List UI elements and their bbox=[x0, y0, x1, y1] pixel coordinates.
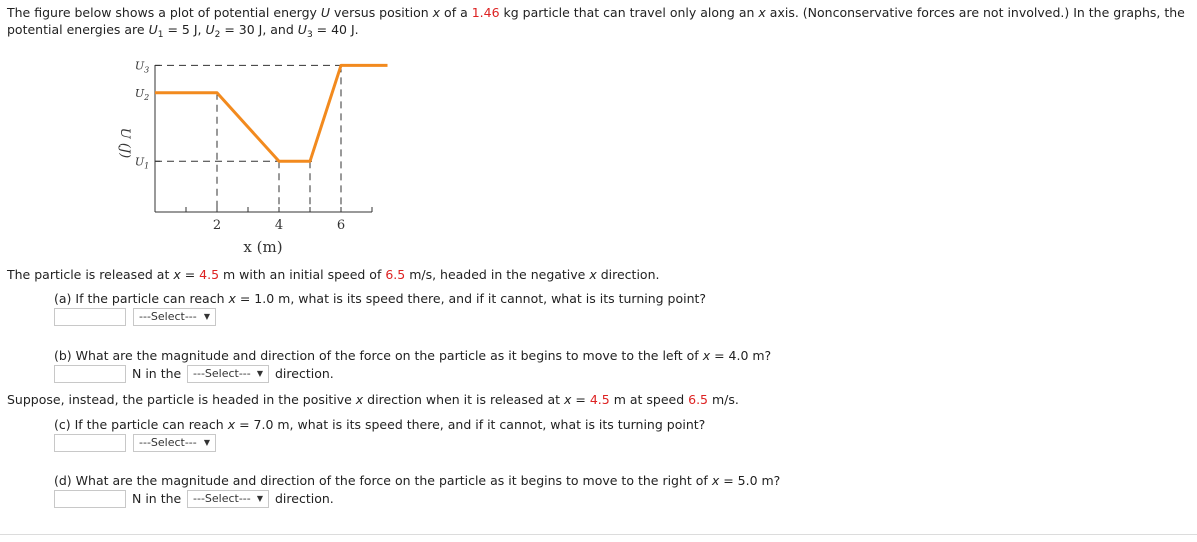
question-b-text: = 4.0 m? bbox=[710, 348, 772, 363]
suppose-line bbox=[7, 392, 739, 407]
chevron-down-icon: ▼ bbox=[203, 438, 210, 447]
select-label: ---Select--- bbox=[139, 436, 197, 449]
intro-text: The figure below shows a plot of potential energy bbox=[7, 5, 321, 20]
question-b bbox=[54, 348, 771, 363]
chevron-down-icon: ▼ bbox=[256, 369, 263, 378]
release-text: = bbox=[180, 267, 200, 282]
intro-line-2 bbox=[7, 22, 359, 40]
u2-value: = 30 J, and bbox=[220, 22, 298, 37]
answer-b-input[interactable] bbox=[54, 365, 126, 383]
var-x: x bbox=[711, 473, 720, 488]
var-u1: U bbox=[148, 22, 158, 37]
chevron-down-icon: ▼ bbox=[256, 494, 263, 503]
var-x: x bbox=[173, 267, 181, 282]
potential-energy-chart bbox=[90, 55, 390, 260]
release-text: direction. bbox=[596, 267, 660, 282]
question-a bbox=[54, 291, 706, 306]
intro-text: of a bbox=[440, 5, 472, 20]
suppose-position: 4.5 bbox=[589, 392, 610, 407]
select-label: ---Select--- bbox=[193, 492, 251, 505]
var-x: x bbox=[589, 267, 597, 282]
var-x: x bbox=[564, 392, 572, 407]
u1-sub: 1 bbox=[157, 30, 164, 40]
x-tick-label-4: 4 bbox=[274, 218, 284, 233]
y-tick-label-u2: $U_2$ bbox=[134, 86, 150, 102]
suppose-text: m/s. bbox=[708, 392, 739, 407]
direction-label: direction. bbox=[275, 366, 334, 381]
var-u: U bbox=[320, 5, 331, 20]
var-x: x bbox=[702, 348, 711, 363]
select-label: ---Select--- bbox=[139, 310, 197, 323]
answer-d-input[interactable] bbox=[54, 490, 126, 508]
u3-sub: 3 bbox=[306, 30, 313, 40]
chevron-down-icon: ▼ bbox=[203, 312, 210, 321]
answer-b-direction-select[interactable] bbox=[187, 365, 269, 383]
intro-text: versus position bbox=[330, 5, 433, 20]
suppose-text: m at speed bbox=[609, 392, 689, 407]
suppose-speed: 6.5 bbox=[688, 392, 709, 407]
var-x: x bbox=[432, 5, 441, 20]
suppose-text: = bbox=[571, 392, 590, 407]
x-tick-label-2: 2 bbox=[212, 218, 222, 233]
suppose-text: direction when it is released at bbox=[363, 392, 564, 407]
answer-d-direction-select[interactable] bbox=[187, 490, 269, 508]
n-in-the-label: N in the bbox=[132, 366, 182, 381]
question-d-text: (d) What are the magnitude and direction of the force on the particle as it begins to move to the right of bbox=[54, 473, 712, 488]
energy-curve bbox=[155, 65, 388, 161]
var-x: x bbox=[228, 291, 236, 306]
question-a-text: (a) If the particle can reach bbox=[54, 291, 229, 306]
intro-text: kg particle that can travel only along an bbox=[499, 5, 759, 20]
var-x: x bbox=[355, 392, 364, 407]
release-speed: 6.5 bbox=[385, 267, 406, 282]
x-axis-label: x (m) bbox=[243, 238, 283, 256]
question-c bbox=[54, 417, 705, 432]
var-x: x bbox=[758, 5, 766, 20]
intro-text: potential energies are bbox=[7, 22, 149, 37]
intro-text: axis. (Nonconservative forces are not involved.) In the graphs, the bbox=[765, 5, 1185, 20]
var-x: x bbox=[227, 417, 236, 432]
y-tick-label-u1: $U_1$ bbox=[134, 155, 150, 171]
x-tick-label-6: 6 bbox=[336, 218, 346, 233]
release-text: m with an initial speed of bbox=[219, 267, 386, 282]
y-axis-label: U (J) bbox=[117, 127, 132, 159]
question-a-text: = 1.0 m, what is its speed there, and if it cannot, what is its turning point? bbox=[235, 291, 707, 306]
select-label: ---Select--- bbox=[193, 367, 251, 380]
question-c-text: = 7.0 m, what is its speed there, and if it cannot, what is its turning point? bbox=[235, 417, 706, 432]
answer-c-select[interactable] bbox=[133, 434, 216, 452]
var-u3: U bbox=[297, 22, 307, 37]
mass-value: 1.46 bbox=[471, 5, 500, 20]
question-d bbox=[54, 473, 780, 488]
answer-a-input[interactable] bbox=[54, 308, 126, 326]
direction-label: direction. bbox=[275, 491, 334, 506]
intro-line-1 bbox=[7, 5, 1185, 20]
u1-value: = 5 J, bbox=[163, 22, 206, 37]
question-b-text: (b) What are the magnitude and direction of the force on the particle as it begins to move to the left of bbox=[54, 348, 703, 363]
u2-sub: 2 bbox=[214, 30, 221, 40]
release-line bbox=[7, 267, 659, 282]
release-text: The particle is released at bbox=[7, 267, 174, 282]
y-tick-label-u3: $U_3$ bbox=[134, 59, 150, 75]
question-d-text: = 5.0 m? bbox=[719, 473, 781, 488]
axis-ticks bbox=[155, 65, 372, 212]
answer-c-input[interactable] bbox=[54, 434, 126, 452]
release-text: m/s, headed in the negative bbox=[405, 267, 590, 282]
guide-lines bbox=[155, 65, 341, 212]
n-in-the-label: N in the bbox=[132, 491, 182, 506]
suppose-text: Suppose, instead, the particle is headed in the positive bbox=[7, 392, 356, 407]
answer-a-select[interactable] bbox=[133, 308, 216, 326]
release-position: 4.5 bbox=[199, 267, 220, 282]
bottom-divider bbox=[0, 534, 1197, 535]
var-u2: U bbox=[205, 22, 215, 37]
u3-value: = 40 J. bbox=[312, 22, 359, 37]
question-c-text: (c) If the particle can reach bbox=[54, 417, 228, 432]
